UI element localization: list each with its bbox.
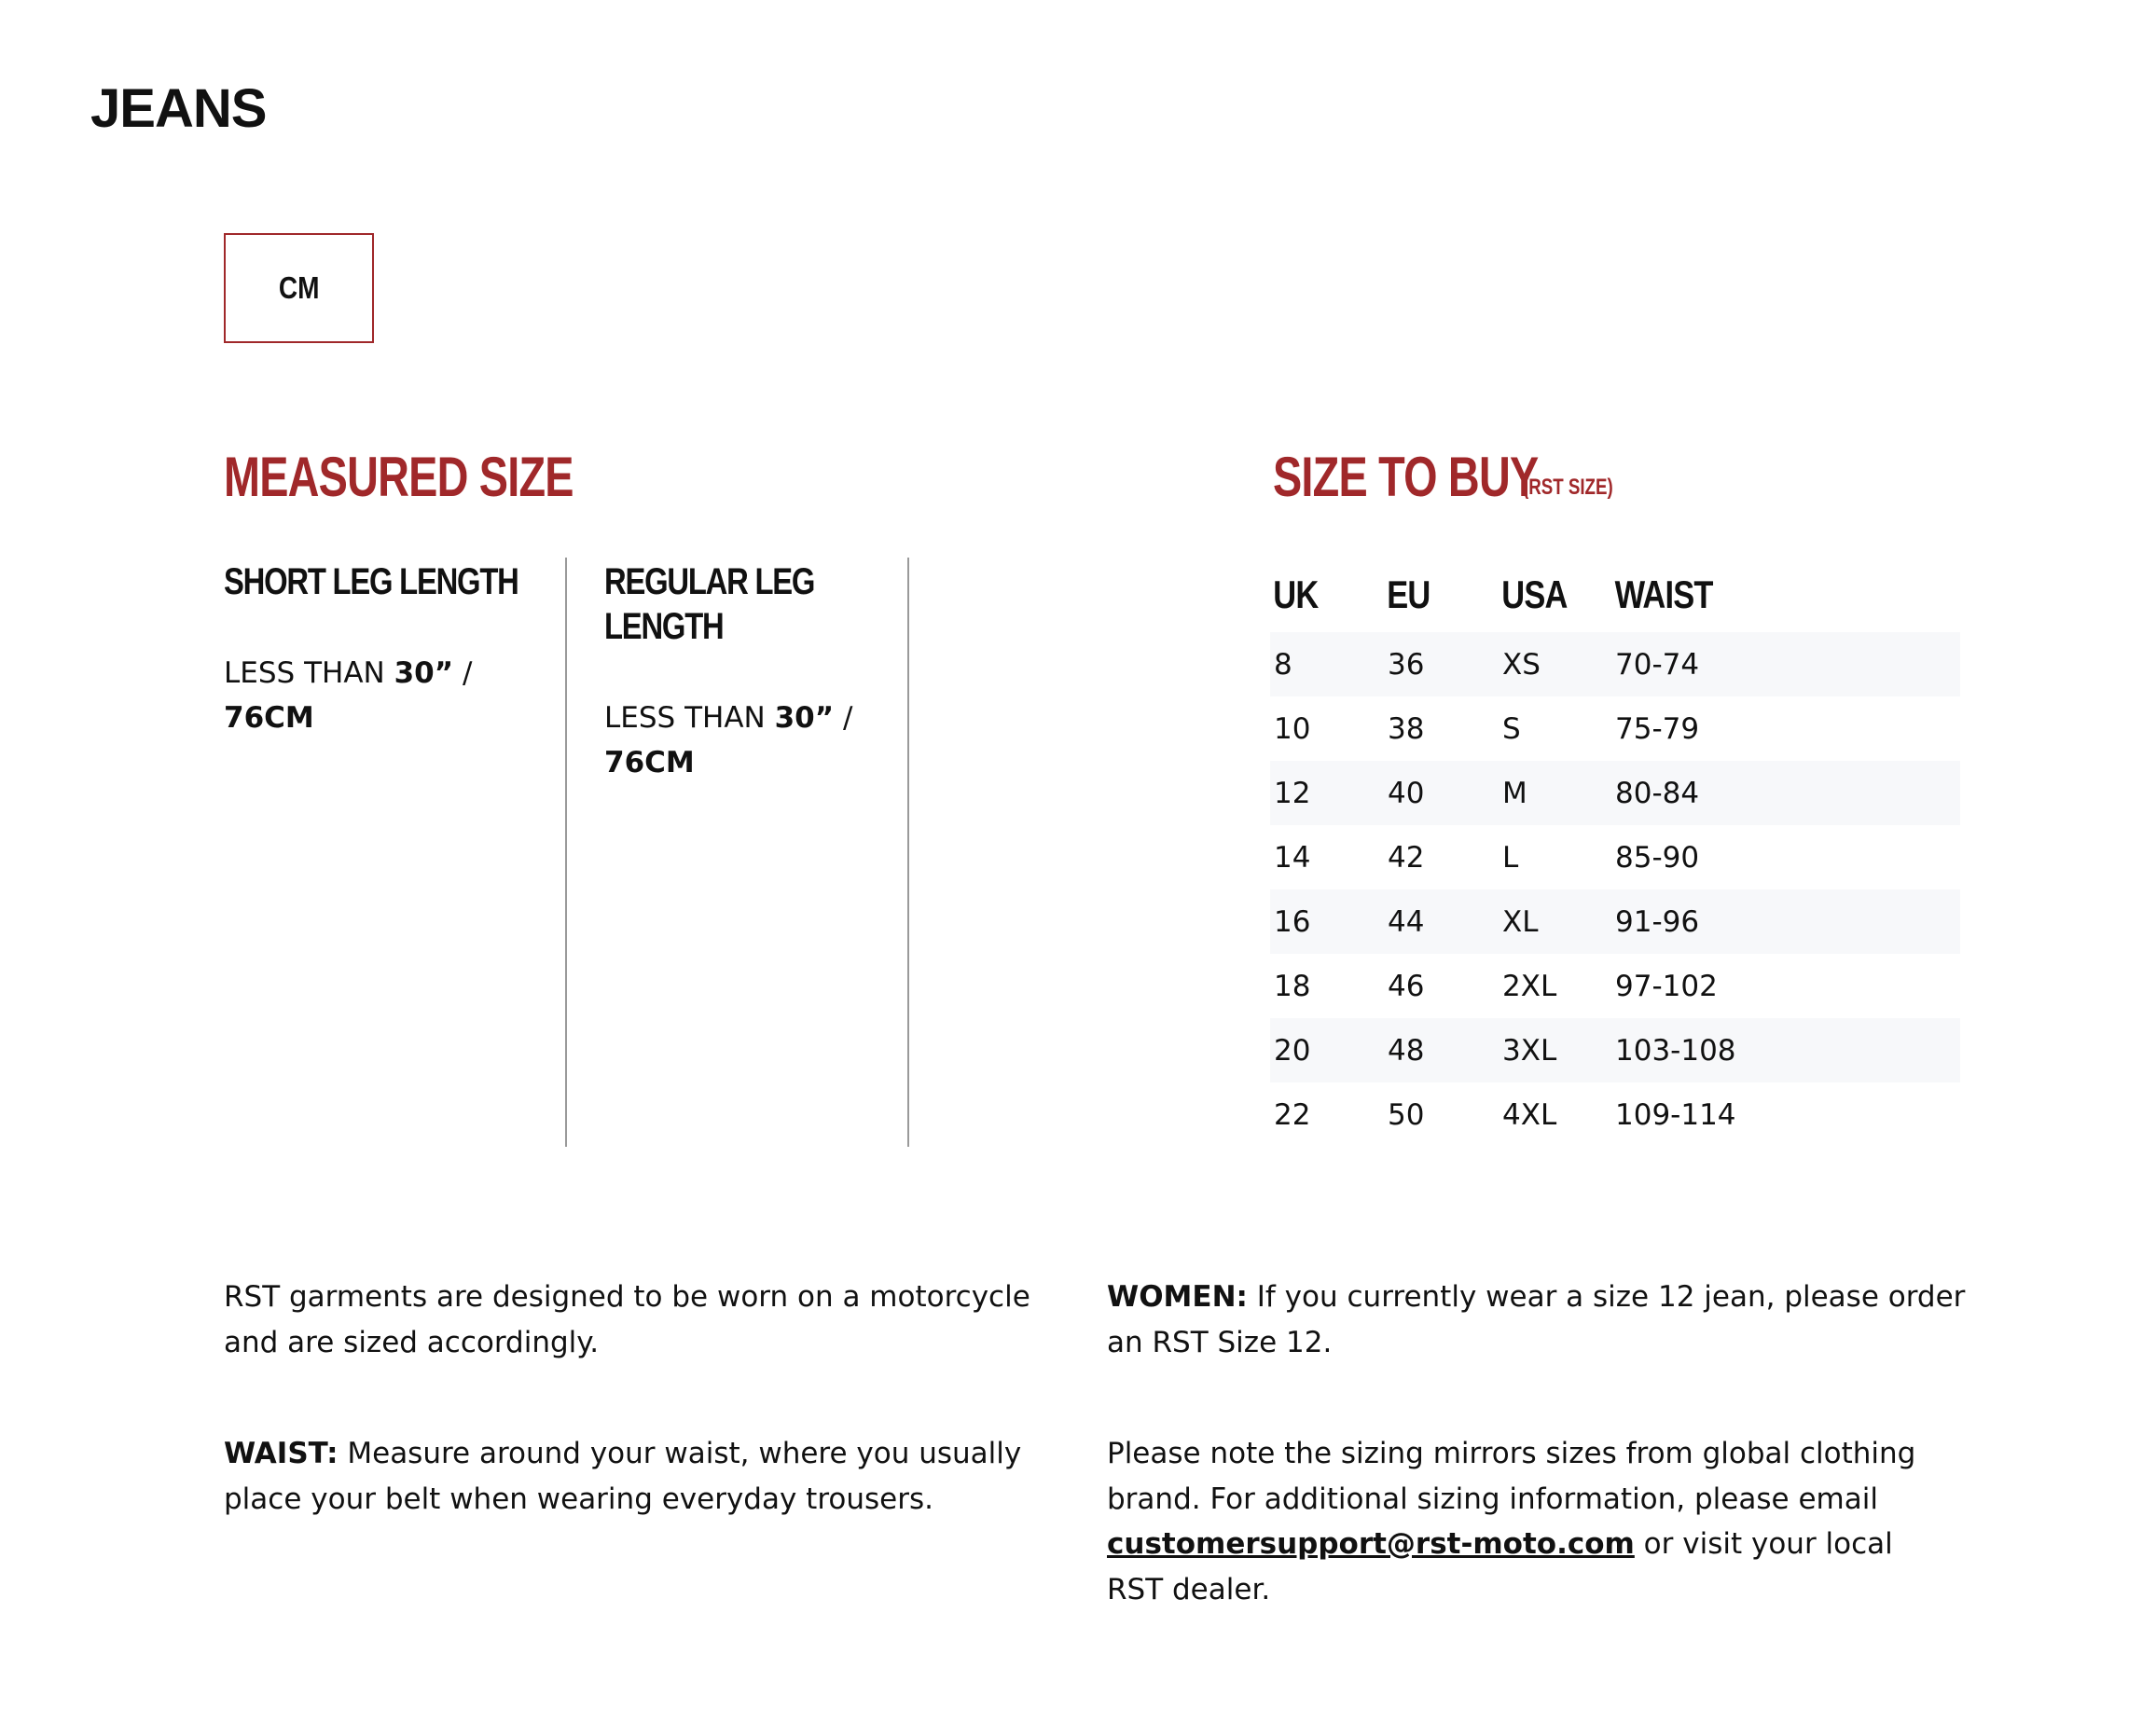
cell-usa: 4XL bbox=[1502, 1097, 1557, 1132]
size-to-buy-subheading bbox=[1523, 473, 1638, 502]
regular-leg-column bbox=[604, 559, 912, 785]
cell-usa: 3XL bbox=[1502, 1033, 1557, 1068]
cell-waist: 75-79 bbox=[1615, 711, 1700, 746]
regular-leg-separator: / bbox=[834, 701, 853, 735]
intro-note bbox=[224, 1275, 1082, 1365]
measured-size-heading bbox=[224, 445, 671, 510]
cell-uk: 16 bbox=[1274, 904, 1311, 939]
cell-usa: 2XL bbox=[1502, 969, 1557, 1003]
cell-usa: S bbox=[1502, 711, 1521, 746]
size-to-buy-heading-text: SIZE TO BUY bbox=[1273, 446, 1539, 508]
table-row bbox=[1270, 1082, 1960, 1147]
cell-eu: 44 bbox=[1388, 904, 1425, 939]
table-row bbox=[1270, 954, 1960, 1018]
cell-usa: XS bbox=[1502, 647, 1541, 682]
cell-waist: 109-114 bbox=[1615, 1097, 1736, 1132]
table-row bbox=[1270, 889, 1960, 954]
cell-uk: 12 bbox=[1274, 776, 1311, 810]
cell-uk: 14 bbox=[1274, 840, 1311, 875]
measured-size-heading-text: MEASURED SIZE bbox=[224, 446, 574, 508]
column-divider bbox=[907, 558, 909, 1147]
cell-waist: 103-108 bbox=[1615, 1033, 1736, 1068]
cell-usa: L bbox=[1502, 840, 1519, 875]
cell-uk: 10 bbox=[1274, 711, 1311, 746]
cell-eu: 42 bbox=[1388, 840, 1425, 875]
short-leg-title-line: SHORT LEG LENGTH bbox=[224, 561, 518, 602]
cell-eu: 50 bbox=[1388, 1097, 1425, 1132]
regular-leg-title bbox=[604, 559, 910, 649]
support-email-link[interactable]: customersupport@rst-moto.com bbox=[1107, 1527, 1635, 1561]
table-row bbox=[1270, 632, 1960, 696]
cell-uk: 18 bbox=[1274, 969, 1311, 1003]
regular-leg-inches: 30” bbox=[774, 701, 835, 735]
short-leg-separator: / bbox=[453, 656, 473, 690]
unit-toggle-label: CM bbox=[278, 270, 320, 305]
unit-toggle-cm-button[interactable] bbox=[224, 233, 374, 343]
cell-waist: 85-90 bbox=[1615, 840, 1700, 875]
cell-eu: 36 bbox=[1388, 647, 1425, 682]
short-leg-title bbox=[224, 559, 530, 604]
table-row bbox=[1270, 1018, 1960, 1082]
cell-eu: 48 bbox=[1388, 1033, 1425, 1068]
intro-note-text: RST garments are designed to be worn on a motorcycle and are sized accordingly. bbox=[224, 1280, 1030, 1359]
short-leg-value-prefix: LESS THAN bbox=[224, 656, 394, 690]
regular-leg-title-line1: REGULAR LEG bbox=[604, 561, 815, 602]
cell-waist: 91-96 bbox=[1615, 904, 1700, 939]
waist-note bbox=[224, 1431, 1082, 1522]
regular-leg-value bbox=[604, 696, 912, 785]
header-uk: UK bbox=[1273, 572, 1319, 616]
cell-uk: 22 bbox=[1274, 1097, 1311, 1132]
waist-note-text: Measure around your waist, where you usually place your belt when wearing everyday trousers. bbox=[224, 1437, 1022, 1516]
cell-usa: XL bbox=[1502, 904, 1539, 939]
regular-leg-value-prefix: LESS THAN bbox=[604, 701, 775, 735]
page-title: JEANS bbox=[90, 78, 267, 139]
waist-note-label: WAIST: bbox=[224, 1437, 339, 1470]
short-leg-column bbox=[224, 559, 532, 740]
short-leg-value bbox=[224, 651, 532, 740]
short-leg-cm: 76CM bbox=[224, 701, 314, 735]
regular-leg-title-line2: LENGTH bbox=[604, 606, 724, 647]
women-note bbox=[1107, 1275, 1979, 1365]
header-usa: USA bbox=[1501, 572, 1568, 616]
cell-eu: 38 bbox=[1388, 711, 1425, 746]
women-note-text: If you currently wear a size 12 jean, please order an RST Size 12. bbox=[1107, 1280, 1966, 1359]
header-waist: WAIST bbox=[1614, 572, 1713, 616]
size-to-buy-subheading-text: (RST SIZE) bbox=[1523, 475, 1613, 500]
column-divider bbox=[565, 558, 567, 1147]
contact-note bbox=[1107, 1431, 1946, 1612]
contact-note-text-before: Please note the sizing mirrors sizes from global clothing brand. For additional sizing information, please email bbox=[1107, 1437, 1916, 1516]
cell-usa: M bbox=[1502, 776, 1527, 810]
cell-waist: 97-102 bbox=[1615, 969, 1718, 1003]
table-row bbox=[1270, 761, 1960, 825]
table-row bbox=[1270, 696, 1960, 761]
regular-leg-cm: 76CM bbox=[604, 746, 695, 779]
cell-eu: 40 bbox=[1388, 776, 1425, 810]
cell-waist: 70-74 bbox=[1615, 647, 1700, 682]
short-leg-inches: 30” bbox=[394, 656, 454, 690]
size-table bbox=[1270, 558, 1960, 1147]
women-note-label: WOMEN: bbox=[1107, 1280, 1248, 1314]
cell-eu: 46 bbox=[1388, 969, 1425, 1003]
contact-note-text-after: or visit your local RST dealer. bbox=[1107, 1527, 1893, 1606]
cell-waist: 80-84 bbox=[1615, 776, 1700, 810]
size-table-header bbox=[1270, 558, 1960, 632]
cell-uk: 8 bbox=[1274, 647, 1292, 682]
header-eu: EU bbox=[1387, 572, 1430, 616]
cell-uk: 20 bbox=[1274, 1033, 1311, 1068]
table-row bbox=[1270, 825, 1960, 889]
